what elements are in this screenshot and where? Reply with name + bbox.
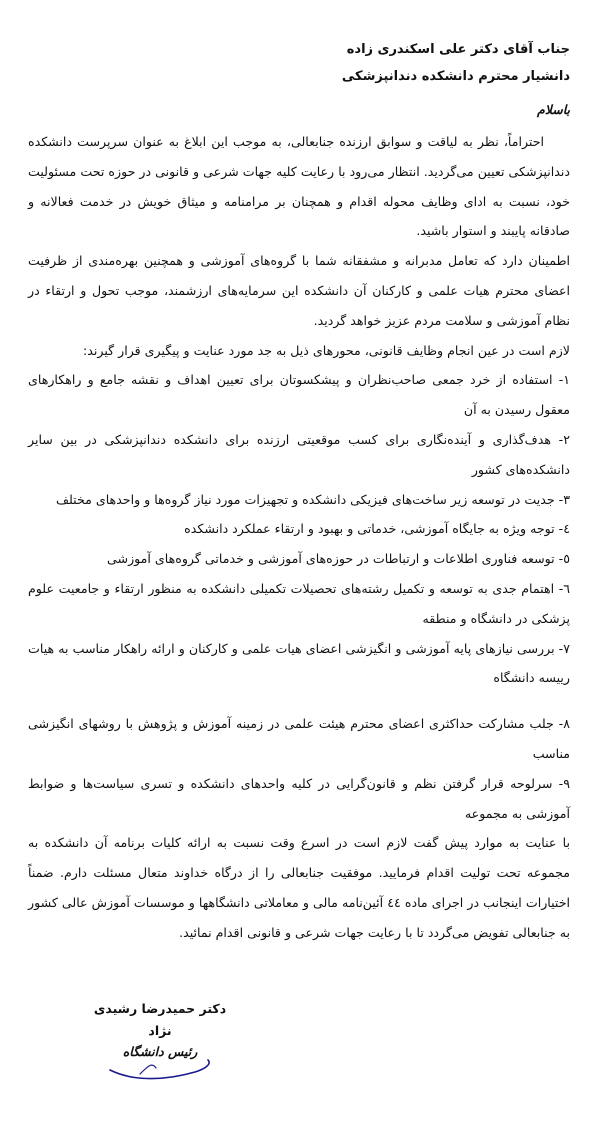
list-item: ٥- توسعه فناوری اطلاعات و ارتباطات در حوزه‌های آموزشی و خدماتی گروه‌های آموزشی [107,551,570,567]
list-item: ۹- سرلوحه قرار گرفتن نظم و قانون‌گرایی در کلیه واحدهای دانشکده و تسری سیاست‌ها و ضوابط آموزشی به مجموعه [28,775,570,821]
paragraph-appointment: احتراماً، نظر به لیاقت و سوابق ارزنده جنابعالی، به موجب این ابلاغ به عنوان سرپرست دانشکده دندانپزشکی تعیین می‌گردید. انتظار می‌رود با رعایت کلیه جهات شرعی و قانونی در حوزه تحت مسئولیت خود، نسبت به ادای وظایف محوله اقدام و همچنان بر مرامنامه و میثاق خویش در خدمت فعالانه و صادقانه پایبند و استوار باشید. [28,134,570,239]
signatory-name: دکتر حمیدرضا رشیدی نژاد [93,1001,227,1038]
list-item: ۱- استفاده از خرد جمعی صاحب‌نظران و پیشکسوتان برای تعیین اهداف و نقشه جامع و راهکارهای معقول رسیدن به آن [28,372,570,418]
list-item: ۸- جلب مشارکت حداکثری اعضای محترم هیئت علمی در زمینه آموزش و پژوهش با روشهای انگیزشی مناسب [28,716,570,761]
list-item: ۲- هدف‌گذاری و آینده‌نگاری برای کسب موقعیتی ارزنده برای دانشکده دندانپزشکی در بین سایر دانشکده‌های کشور [28,431,570,477]
recipient-title: دانشیار محترم دانشکده دندانپزشکی [341,69,570,84]
paragraph-expectation: اطمینان دارد که تعامل مدبرانه و مشفقانه شما با گروه‌های آموزشی و همچنین بهره‌مندی از ظرفیت اعضای محترم هیات علمی و کارکنان آن دانشکده این سرمایه‌های ارزشمند، موجب تحول و ارتقاء در نظام آموزشی و سلامت مردم عزیز خواهد گردید. [28,253,570,328]
list-item: ٦- اهتمام جدی به توسعه و تکمیل رشته‌های تحصیلات تکمیلی دانشکده به منظور ارتقاء و جامعیت علوم پزشکی در دانشگاه و منطقه [28,580,570,626]
list-item: ۷- بررسی نیازهای پایه آموزشی و انگیزشی اعضای هیات علمی و کارکنان و ارائه راهکار مناسب به هیات رییسه دانشگاه [28,640,570,686]
list-item: ۳- جدیت در توسعه زیر ساخت‌های فیزیکی دانشکده و تجهیزات مورد نیاز گروه‌ها و واحدهای مختلف [55,491,570,507]
recipient-name: جناب آقای دکتر علی اسکندری زاده [346,42,570,57]
signature-block [85,998,235,1082]
closing-paragraph: با عنایت به موارد پیش گفت لازم است در اسرع وقت نسبت به ارائه کلیات برنامه آن دانشکده به مجموعه تحت تولیت اقدام فرمایید. موفقیت جنابعالی را از درگاه خداوند متعال مسئلت دارم. ضمناً اختیارات اینجانب در اجرای ماده ٤٤ آئین‌نامه مالی و معاملاتی دانشگاهها و موسسات آموزش عالی کشور به جنابعالی تفویض می‌گردد تا با رعایت جهات شرعی و قانونی اقدام نمائید. [28,835,570,940]
signatory-title: رئیس دانشگاه [122,1044,198,1059]
directives-list [28,365,570,828]
list-item: ٤- توجه ویژه به جایگاه آموزشی، خدماتی و بهبود و ارتقاء عملکرد دانشکده [184,521,570,537]
salutation: باسلام [537,102,570,117]
paragraph-directives-intro: لازم است در عین انجام وظایف قانونی، محورهای ذیل به جد مورد عنایت و پیگیری قرار گیرند: [83,342,570,358]
